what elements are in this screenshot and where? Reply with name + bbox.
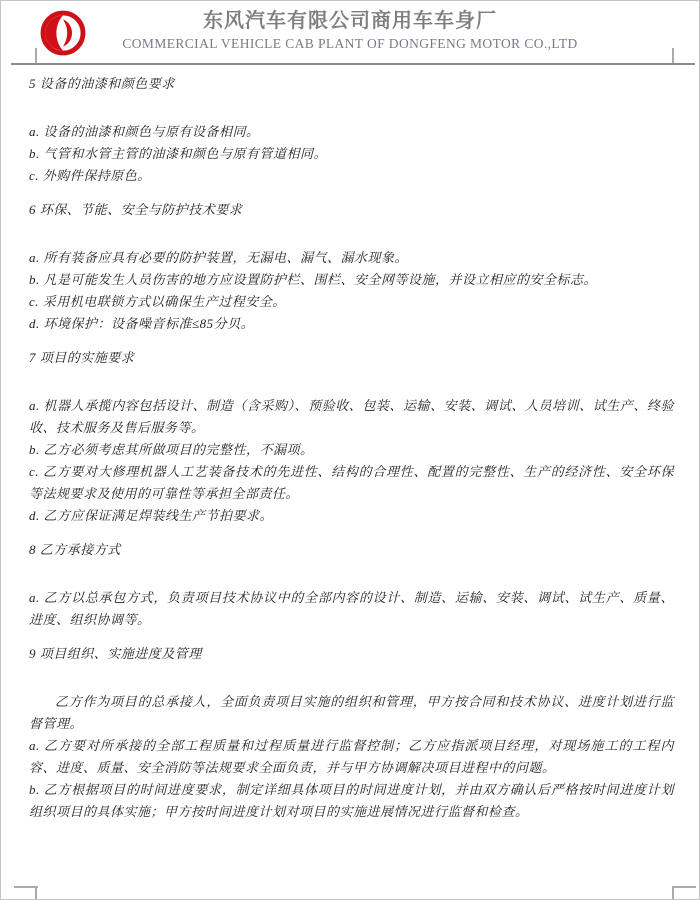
paragraph: c. 外购件保持原色。 <box>29 168 151 183</box>
paragraph: c. 采用机电联锁方式以确保生产过程安全。 <box>29 294 286 309</box>
header-divider <box>11 63 695 65</box>
crop-mark-bottom-left-v <box>35 886 37 900</box>
section-5 <box>29 73 674 187</box>
paragraph: c. 乙方要对大修理机器人工艺装备技术的先进性、结构的合理性、配置的完整性、生产的经济性、安全环保等法规要求及使用的可靠性等承担全部责任。 <box>29 464 674 501</box>
section-6 <box>29 199 674 335</box>
section-heading-5: 5 设备的油漆和颜色要求 <box>29 76 175 91</box>
paragraph: a. 设备的油漆和颜色与原有设备相同。 <box>29 124 260 139</box>
company-letterhead <box>1 1 699 63</box>
crop-mark-top-left <box>35 48 37 63</box>
paragraph: a. 乙方要对所承接的全部工程质量和过程质量进行监督控制；乙方应指派项目经理，对现场施工的工程内容、进度、质量、安全消防等法规要求全面负责，并与甲方协调解决项目进程中的问题。 <box>29 738 674 775</box>
section-9 <box>29 643 674 823</box>
paragraph: b. 凡是可能发生人员伤害的地方应设置防护栏、围栏、安全网等设施，并设立相应的安全标志。 <box>29 272 598 287</box>
section-heading-7: 7 项目的实施要求 <box>29 350 135 365</box>
paragraph: b. 乙方必须考虑其所做项目的完整性，不漏项。 <box>29 442 314 457</box>
paragraph: a. 乙方以总承包方式，负责项目技术协议中的全部内容的设计、制造、运输、安装、调试、试生产、质量、进度、组织协调等。 <box>29 590 674 627</box>
crop-mark-bottom-right <box>672 886 696 888</box>
crop-mark-bottom-right-v <box>672 886 674 900</box>
paragraph: b. 乙方根据项目的时间进度要求，制定详细具体项目的时间进度计划，并由双方确认后严格按时间进度计划组织项目的具体实施；甲方按时间进度计划对项目的实施进展情况进行监督和检查。 <box>29 782 674 819</box>
company-titles <box>1 9 699 53</box>
paragraph: a. 机器人承揽内容包括设计、制造（含采购）、预验收、包装、运输、安装、调试、人员培训、试生产、终验收、技术服务及售后服务等。 <box>29 398 674 435</box>
section-8 <box>29 539 674 631</box>
company-name-cn: 东风汽车有限公司商用车车身厂 <box>203 10 497 32</box>
paragraph: d. 环境保护：设备噪音标准≤85分贝。 <box>29 316 255 331</box>
company-name-en: COMMERCIAL VEHICLE CAB PLANT OF DONGFENG MOTOR CO.,LTD <box>122 36 578 51</box>
paragraph: b. 气管和水管主管的油漆和颜色与原有管道相同。 <box>29 146 328 161</box>
paragraph: 乙方作为项目的总承接人，全面负责项目实施的组织和管理，甲方按合同和技术协议、进度计划进行监督管理。 <box>29 694 674 731</box>
section-7 <box>29 347 674 527</box>
section-heading-9: 9 项目组织、实施进度及管理 <box>29 646 202 661</box>
document-body <box>29 73 674 835</box>
crop-mark-top-right <box>672 48 674 63</box>
paragraph: d. 乙方应保证满足焊装线生产节拍要求。 <box>29 508 274 523</box>
section-heading-6: 6 环保、节能、安全与防护技术要求 <box>29 202 243 217</box>
section-heading-8: 8 乙方承接方式 <box>29 542 121 557</box>
paragraph: a. 所有装备应具有必要的防护装置，无漏电、漏气、漏水现象。 <box>29 250 409 265</box>
